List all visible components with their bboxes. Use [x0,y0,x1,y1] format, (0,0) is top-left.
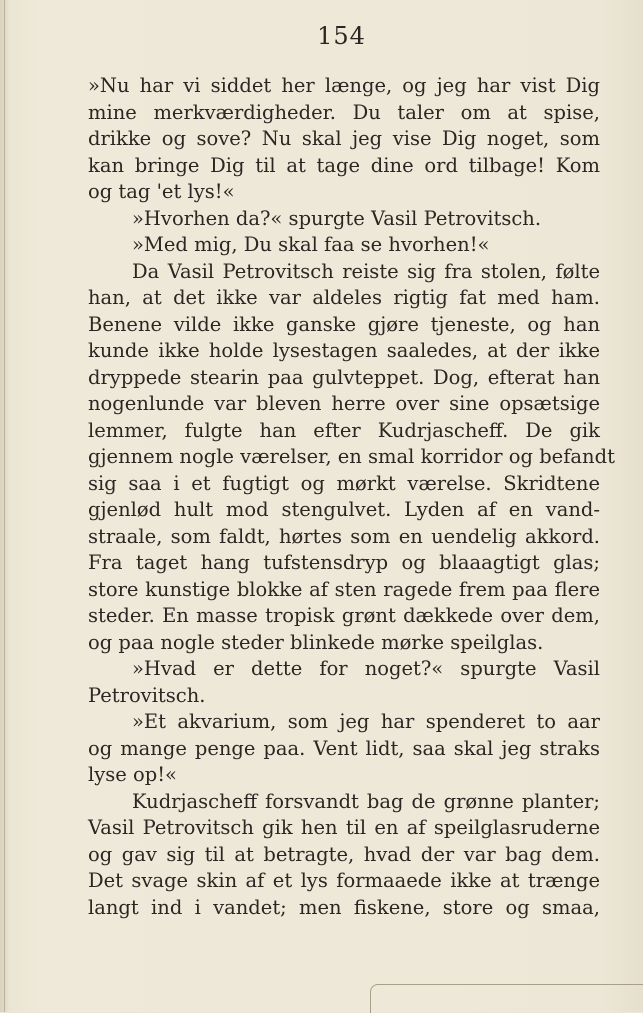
bottom-corner-mark [370,984,643,1013]
text-line: lyse op!« [88,763,177,786]
text-line: Vasil Petrovitsch gik hen til en af speilglasruderne [88,816,600,839]
text-line: kunde ikke holde lysestagen saaledes, at der ikke [88,339,600,362]
text-line: dryppede stearin paa gulvteppet. Dog, efterat han [88,365,600,389]
text-line: Det svage skin af et lys formaaede ikke at trænge [88,869,600,892]
page-edge-shadow [4,0,5,1012]
text-line: sig saa i et fugtigt og mørkt værelse. Skridtene [88,471,600,495]
text-line: langt ind i vandet; men fiskene, store og smaa, [88,895,600,919]
page-number: 154 [317,22,366,50]
text-line: Benene vilde ikke ganske gjøre tjeneste, og han [88,312,600,336]
text-line: steder. En masse tropisk grønt dækkede over dem, [88,604,600,627]
text-line: lemmer, fulgte han efter Kudrjascheff. De gik [88,418,600,442]
text-line: »Et akvarium, som jeg har spenderet to aar [132,710,600,733]
text-line: Petrovitsch. [88,683,206,707]
text-line: gjennem nogle værelser, en smal korridor og befandt [88,445,615,468]
text-line: og gav sig til at betragte, hvad der var bag dem. [88,842,600,866]
text-line: mine merkværdigheder. Du taler om at spise, [88,100,600,124]
text-line: »Nu har vi siddet her længe, og jeg har vist Dig [88,74,600,97]
text-line: kan bringe Dig til at tage dine ord tilbage! Kom [88,153,600,177]
text-line: Da Vasil Petrovitsch reiste sig fra stolen, følte [132,259,600,283]
text-line: Kudrjascheff forsvandt bag de grønne planter; [132,789,600,813]
text-line: »Hvorhen da?« spurgte Vasil Petrovitsch. [132,206,542,230]
text-line: Fra taget hang tufstensdryp og blaaagtigt glas; [88,551,600,574]
text-line: store kunstige blokke af sten ragede frem paa flere [88,577,600,601]
text-line: gjenlød hult mod stengulvet. Lyden af en vand- [88,498,600,521]
text-line: straale, som faldt, hørtes som en uendelig akkord. [88,524,600,548]
text-line: drikke og sove? Nu skal jeg vise Dig noget, som [88,127,600,150]
text-line: »Hvad er dette for noget?« spurgte Vasil [132,657,600,680]
body-text [88,73,615,921]
text-line: og tag 'et lys!« [88,180,235,203]
text-line: og paa nogle steder blinkede mørke speilglas. [88,630,544,654]
text-line: han, at det ikke var aldeles rigtig fat med ham. [88,286,600,309]
text-line: og mange penge paa. Vent lidt, saa skal jeg straks [88,736,600,760]
text-line: nogenlunde var bleven herre over sine opsætsige [88,392,600,415]
text-line: »Med mig, Du skal faa se hvorhen!« [132,233,490,256]
